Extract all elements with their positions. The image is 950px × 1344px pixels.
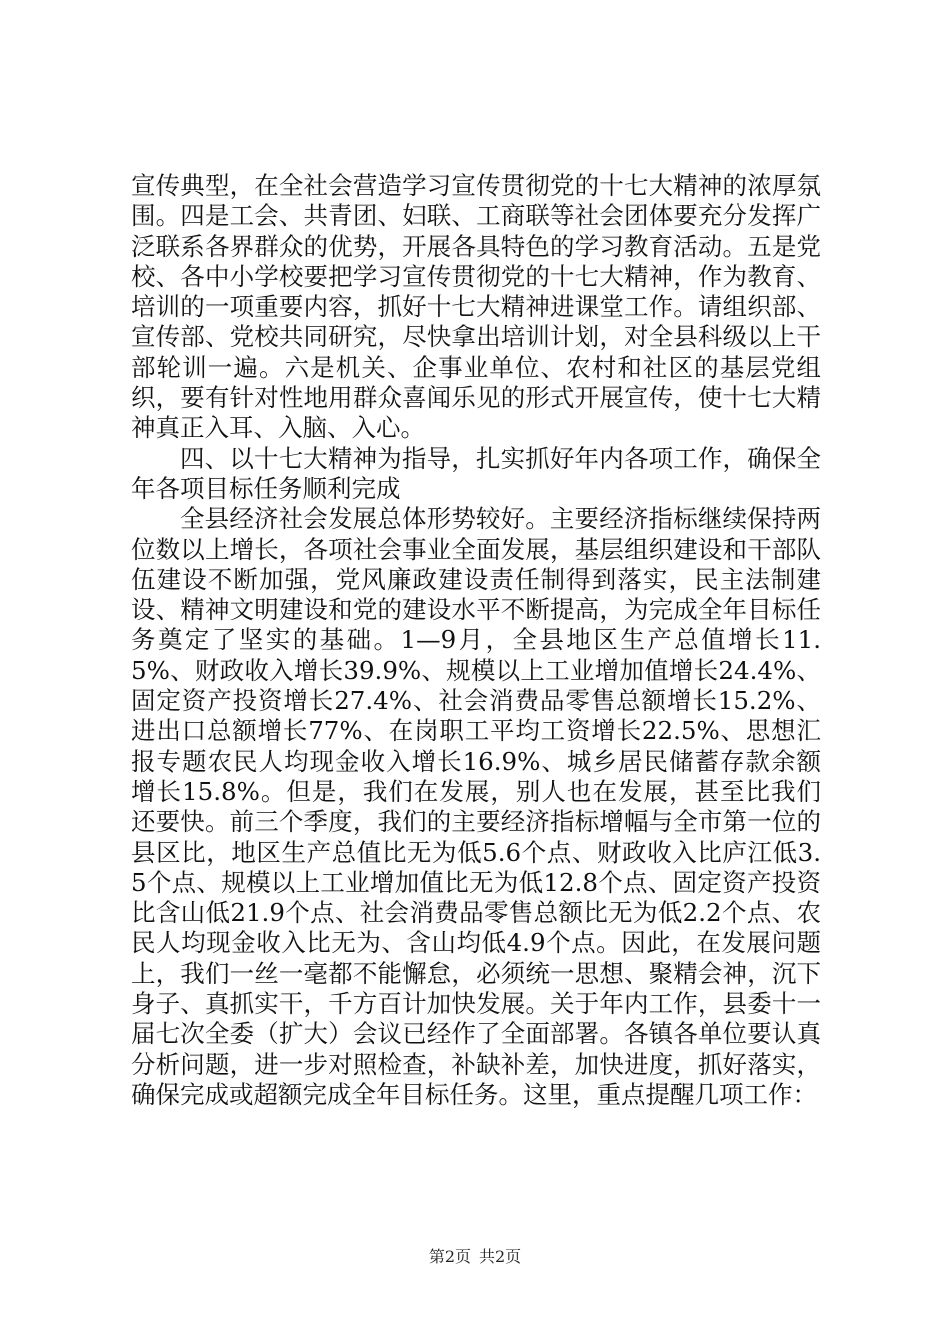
- page-number: 第2页: [428, 1247, 471, 1266]
- page-footer: [0, 1247, 950, 1267]
- section-heading: 四、以十七大精神为指导，扎实抓好年内各项工作，确保全年各项目标任务顺利完成: [131, 443, 821, 503]
- page-total: 共2页: [479, 1247, 522, 1266]
- paragraph-economy: 全县经济社会发展总体形势较好。主要经济指标继续保持两位数以上增长，各项社会事业全面发展，基层组织建设和干部队伍建设不断加强，党风廉政建设责任制得到落实，民主法制建设、精神文明建设和党的建设水平不断提高，为完成全年目标任务奠定了坚实的基础。1—9月，全县地区生产总值增长11.5%、财政收入增长39.9%、规模以上工业增加值增长24.4%、固定资产投资增长27.4%、社会消费品零售总额增长15.2%、进出口总额增长77%、在岗职工平均工资增长22.5%、思想汇报专题农民人均现金收入增长16.9%、城乡居民储蓄存款余额增长15.8%。但是，我们在发展，别人也在发展，甚至比我们还要快。前三个季度，我们的主要经济指标增幅与全市第一位的县区比，地区生产总值比无为低5.6个点、财政收入比庐江低3.5个点、规模以上工业增加值比无为低12.8个点、固定资产投资比含山低21.9个点、社会消费品零售总额比无为低2.2个点、农民人均现金收入比无为、含山均低4.9个点。因此，在发展问题上，我们一丝一毫都不能懈怠，必须统一思想、聚精会神，沉下身子、真抓实干，千方百计加快发展。关于年内工作，县委十一届七次全委（扩大）会议已经作了全面部署。各镇各单位要认真分析问题，进一步对照检查，补缺补差，加快进度，抓好落实，确保完成或超额完成全年目标任务。这里，重点提醒几项工作：: [131, 504, 821, 1109]
- document-body: [131, 171, 821, 1110]
- paragraph-continuation: 宣传典型，在全社会营造学习宣传贯彻党的十七大精神的浓厚氛围。四是工会、共青团、妇联、工商联等社会团体要充分发挥广泛联系各界群众的优势，开展各具特色的学习教育活动。五是党校、各中小学校要把学习宣传贯彻党的十七大精神，作为教育、培训的一项重要内容，抓好十七大精神进课堂工作。请组织部、宣传部、党校共同研究，尽快拿出培训计划，对全县科级以上干部轮训一遍。六是机关、企事业单位、农村和社区的基层党组织，要有针对性地用群众喜闻乐见的形式开展宣传，使十七大精神真正入耳、入脑、入心。: [131, 171, 821, 443]
